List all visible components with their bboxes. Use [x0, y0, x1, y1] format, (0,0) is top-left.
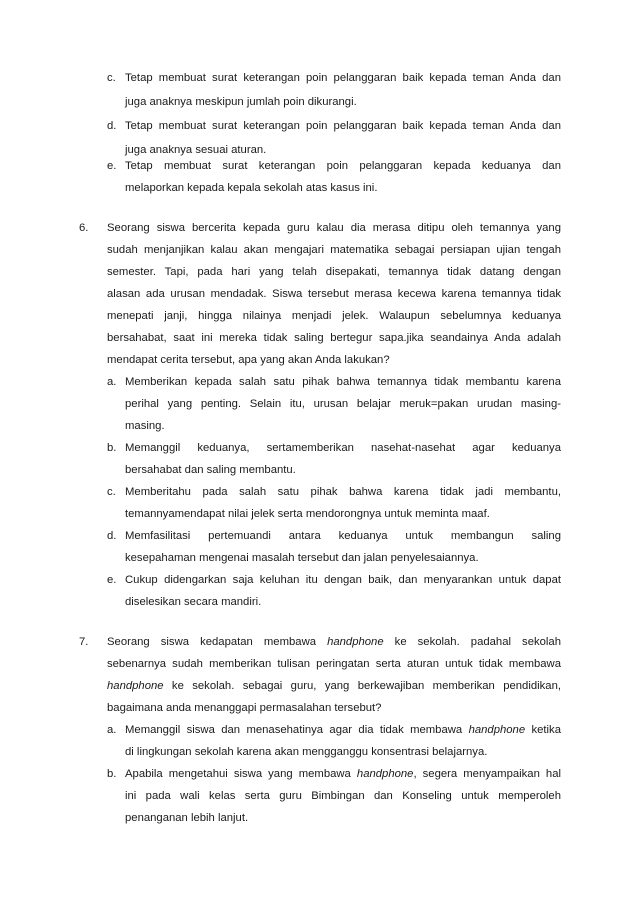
option-text-line: juga anaknya meskipun jumlah poin dikurangi.: [125, 96, 357, 108]
italic-term: handphone: [327, 636, 384, 648]
option-text-line: ini pada wali kelas serta guru Bimbingan dan Konseling untuk memperoleh: [125, 790, 561, 802]
text-run: Apabila mengetahui siswa yang membawa: [125, 768, 357, 780]
option-text-line: masing.: [125, 420, 165, 432]
question-text-line: sudah menjanjikan kalau akan mengajari matematika sebagai persiapan ujian tengah: [107, 244, 561, 256]
option-label: a.: [107, 376, 117, 388]
text-run: , segera menyampaikan hal: [413, 768, 562, 780]
option-label: c.: [107, 72, 116, 84]
question-text-line: bagaimana anda menanggapi permasalahan tersebut?: [107, 702, 382, 714]
option-text-line: Tetap membuat surat keterangan poin pelanggaran baik kepada teman Anda dan: [125, 120, 561, 132]
option-label: d.: [107, 120, 117, 132]
question-text-line: alasan ada urusan mendadak. Siswa tersebut merasa kecewa karena temannya tidak: [107, 288, 561, 300]
option-text-line: Tetap membuat surat keterangan poin pelanggaran kepada keduanya dan: [125, 160, 561, 172]
option-label: a.: [107, 724, 117, 736]
option-text-line: juga anaknya sesuai aturan.: [125, 144, 267, 156]
question-number: 7.: [79, 636, 89, 648]
option-text-line: diselesikan secara mandiri.: [125, 596, 262, 608]
option-label: e.: [107, 574, 117, 586]
option-text-line: Memanggil keduanya, sertamemberikan nasehat-nasehat agar keduanya: [125, 442, 561, 454]
question-text-line: sebenarnya sudah memberikan tulisan peringatan serta aturan untuk tidak membawa: [107, 658, 561, 670]
option-label: b.: [107, 442, 117, 454]
option-text-line: bersahabat dan saling membantu.: [125, 464, 296, 476]
option-text-line: temannyamendapat nilai jelek serta mendorongnya untuk meminta maaf.: [125, 508, 490, 520]
option-label: d.: [107, 530, 117, 542]
text-run: ke sekolah. padahal sekolah: [383, 636, 561, 648]
question-text-line: mendapat cerita tersebut, apa yang akan Anda lakukan?: [107, 354, 390, 366]
option-text-line: Memberitahu pada salah satu pihak bahwa karena tidak jadi membantu,: [125, 486, 561, 498]
text-run: ke sekolah. sebagai guru, yang berkewajiban memberikan pendidikan,: [163, 680, 561, 692]
italic-term: handphone: [107, 680, 164, 692]
question-text-line: bersahabat, saat ini mereka tidak saling bertegur sapa.jika seandainya Anda adalah: [107, 332, 561, 344]
option-label: e.: [107, 160, 117, 172]
option-text-line: Tetap membuat surat keterangan poin pelanggaran baik kepada teman Anda dan: [125, 72, 561, 84]
option-text-line: perihal yang penting. Selain itu, urusan belajar meruk=pakan urudan masing-: [125, 398, 561, 410]
question-text-line: [107, 635, 561, 649]
option-label: b.: [107, 768, 117, 780]
text-run: Seorang siswa kedapatan membawa: [107, 636, 328, 648]
option-text-line: [125, 723, 561, 737]
option-text-line: Memfasilitasi pertemuandi antara keduanya untuk membangun saling: [125, 530, 561, 542]
option-text-line: Memberikan kepada salah satu pihak bahwa temannya tidak membantu karena: [125, 376, 561, 388]
italic-term: handphone: [356, 768, 414, 780]
question-text-line: menepati janji, hingga nilainya menjadi jelek. Walaupun sebelumnya keduanya: [107, 310, 561, 322]
option-text-line: penanganan lebih lanjut.: [125, 812, 249, 824]
question-text-line: [107, 679, 561, 693]
italic-term: handphone: [468, 724, 526, 736]
text-run: ketika: [525, 724, 561, 736]
option-text-line: di lingkungan sekolah karena akan mengganggu konsentrasi belajarnya.: [125, 746, 488, 758]
option-text-line: [125, 767, 561, 781]
text-run: Memanggil siswa dan menasehatinya agar dia tidak membawa: [125, 724, 469, 736]
question-text-line: semester. Tapi, pada hari yang telah disepakati, temannya tidak datang dengan: [107, 266, 561, 278]
question-text-line: Seorang siswa bercerita kepada guru kalau dia merasa ditipu oleh temannya yang: [107, 222, 561, 234]
option-text-line: kesepahaman mengenai masalah tersebut dan jalan penyelesaiannya.: [125, 552, 479, 564]
question-number: 6.: [79, 222, 89, 234]
option-label: c.: [107, 486, 116, 498]
option-text-line: Cukup didengarkan saja keluhan itu dengan baik, dan menyarankan untuk dapat: [125, 574, 561, 586]
option-text-line: melaporkan kepada kepala sekolah atas kasus ini.: [125, 182, 378, 194]
